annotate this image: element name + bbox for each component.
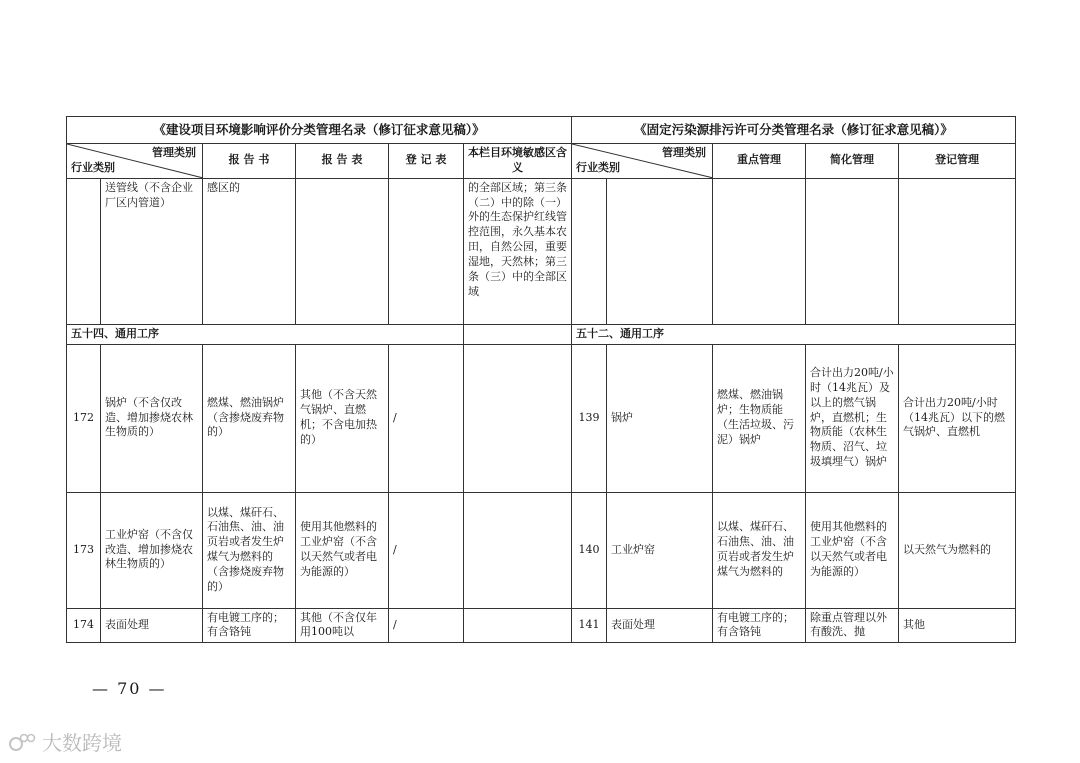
cell	[389, 178, 464, 324]
report-table-cell: 其他（不含天然气锅炉、直燃机；不含电加热的）	[296, 344, 389, 492]
left-item-number: 173	[67, 492, 101, 608]
right-section-title: 五十二、通用工序	[572, 324, 1016, 344]
header-report-book: 报 告 书	[203, 144, 296, 179]
cell	[572, 178, 607, 324]
cell	[899, 178, 1016, 324]
header-key-management: 重点管理	[713, 144, 806, 179]
simplified-management-cell: 合计出力20吨/小时（14兆瓦）及以上的燃气锅炉，直燃机；生物质能（农林生物质、沼气、垃圾填埋气）锅炉	[806, 344, 899, 492]
sensitive-cell	[464, 492, 572, 608]
simplified-management-cell: 使用其他燃料的工业炉窑（不含以天然气或者电为能源的）	[806, 492, 899, 608]
left-diagonal-header	[67, 144, 203, 179]
left-industry-category-label: 行业类别	[71, 160, 115, 174]
page-number: — 70 —	[92, 679, 167, 698]
cell	[806, 178, 899, 324]
key-management-cell: 燃煤、燃油锅炉；生物质能（生活垃圾、污泥）锅炉	[713, 344, 806, 492]
right-item-name: 锅炉	[607, 344, 713, 492]
right-item-number: 140	[572, 492, 607, 608]
right-item-name: 表面处理	[607, 608, 713, 643]
classification-table	[66, 116, 1016, 643]
continuation-item: 送管线（不含企业厂区内管道）	[101, 178, 203, 324]
report-book-cell: 有电镀工序的；有含铬钝	[203, 608, 296, 643]
right-diagonal-header	[572, 144, 713, 179]
right-item-name: 工业炉窑	[607, 492, 713, 608]
report-book-cell: 燃煤、燃油锅炉（含掺烧废弃物的）	[203, 344, 296, 492]
continuation-row	[67, 178, 1016, 324]
section-row	[67, 324, 1016, 344]
right-table-title: 《固定污染源排污许可分类管理名录（修订征求意见稿）》	[572, 117, 1016, 144]
cell	[464, 324, 572, 344]
left-management-category-label: 管理类别	[152, 146, 196, 159]
header-register-table: 登 记 表	[389, 144, 464, 179]
watermark-logo-icon	[8, 730, 38, 754]
cell	[67, 178, 101, 324]
left-item-number: 172	[67, 344, 101, 492]
watermark	[8, 727, 122, 756]
continuation-sensitive: 的全部区域；第三条（二）中的除（一）外的生态保护红线管控范围，永久基本农田，自然公园，重要湿地，天然林；第三条（三）中的全部区域	[464, 178, 572, 324]
left-section-title: 五十四、通用工序	[67, 324, 464, 344]
right-management-category-label: 管理类别	[662, 146, 707, 159]
right-item-number: 139	[572, 344, 607, 492]
left-table-title: 《建设项目环境影响评价分类管理名录（修订征求意见稿）》	[67, 117, 572, 144]
header-report-table: 报 告 表	[296, 144, 389, 179]
left-item-number: 174	[67, 608, 101, 643]
header-simplified-management: 简化管理	[806, 144, 899, 179]
header-register-management: 登记管理	[899, 144, 1016, 179]
header-sensitive-area: 本栏目环境敏感区含义	[464, 144, 572, 179]
left-item-name: 表面处理	[101, 608, 203, 643]
report-table-cell: 其他（不含仅年用100吨以	[296, 608, 389, 643]
left-item-name: 工业炉窑（不含仅改造、增加掺烧农林生物质的）	[101, 492, 203, 608]
simplified-management-cell: 除重点管理以外有酸洗、抛	[806, 608, 899, 643]
register-management-cell: 以天然气为燃料的	[899, 492, 1016, 608]
watermark-text: 大数跨境	[42, 731, 122, 755]
register-table-cell: /	[389, 492, 464, 608]
cell	[296, 178, 389, 324]
sensitive-cell	[464, 344, 572, 492]
cell	[607, 178, 713, 324]
report-table-cell: 使用其他燃料的工业炉窑（不含以天然气或者电为能源的）	[296, 492, 389, 608]
key-management-cell: 有电镀工序的；有含铬钝	[713, 608, 806, 643]
right-item-number: 141	[572, 608, 607, 643]
table-row	[67, 344, 1016, 492]
register-table-cell: /	[389, 344, 464, 492]
register-table-cell: /	[389, 608, 464, 643]
cell	[713, 178, 806, 324]
continuation-report-book: 感区的	[203, 178, 296, 324]
sensitive-cell	[464, 608, 572, 643]
right-industry-category-label: 行业类别	[576, 160, 621, 174]
left-item-name: 锅炉（不含仅改造、增加掺烧农林生物质的）	[101, 344, 203, 492]
register-management-cell: 其他	[899, 608, 1016, 643]
register-management-cell: 合计出力20吨/小时（14兆瓦）以下的燃气锅炉、直燃机	[899, 344, 1016, 492]
table-row	[67, 492, 1016, 608]
report-book-cell: 以煤、煤矸石、石油焦、油、油页岩或者发生炉煤气为燃料的（含掺烧废弃物的）	[203, 492, 296, 608]
table-row	[67, 608, 1016, 643]
key-management-cell: 以煤、煤矸石、石油焦、油、油页岩或者发生炉煤气为燃料的	[713, 492, 806, 608]
